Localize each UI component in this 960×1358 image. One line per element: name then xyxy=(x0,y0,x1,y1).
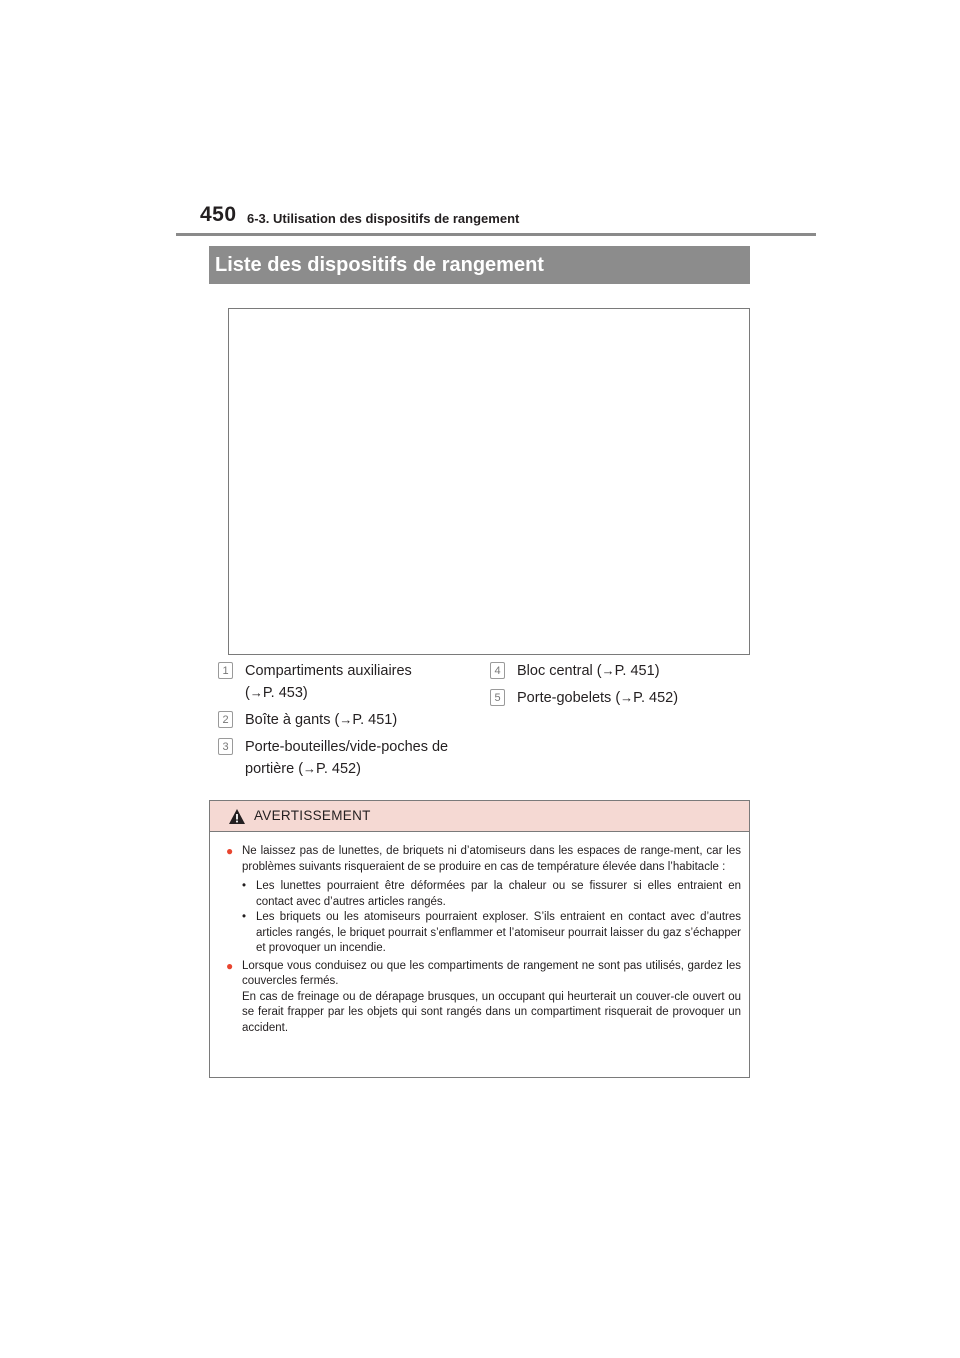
warning-triangle-icon xyxy=(228,808,246,825)
legend-item-4: 4 Bloc central (→P. 451) xyxy=(490,660,740,682)
warning-subitem xyxy=(226,910,741,957)
legend-number-badge: 1 xyxy=(218,662,233,679)
legend-label: Porte-bouteilles/vide-poches de xyxy=(245,739,449,755)
illustration-frame xyxy=(228,308,750,655)
page-title: Liste des dispositifs de rangement xyxy=(209,246,750,284)
legend-number-badge: 4 xyxy=(490,662,505,679)
page-number: 450 xyxy=(200,203,237,226)
warning-subitem xyxy=(226,879,741,910)
arrow-right-icon: → xyxy=(601,663,615,678)
page-ref-link[interactable]: P. 451 xyxy=(614,663,655,679)
legend-label: Porte-gobelets xyxy=(517,690,612,706)
arrow-right-icon: → xyxy=(303,761,317,776)
legend-label-cont: portière xyxy=(245,761,295,777)
legend-number-badge: 3 xyxy=(218,738,233,755)
warning-subitem-text: Les briquets ou les atomiseurs pourraient exploser. S’ils entraient en contact avec d’autres articles rangés, le briquet pourrait s’enflammer et l’atomiseur pourrait laisser du gaz s’échapper et provoquer un incendie. xyxy=(256,911,741,954)
warning-text-cont: En cas de freinage ou de dérapage brusques, un occupant qui heurterait un couver-cle ouvert ou se ferait frapper par les objets qui sont rangés dans un compartiment risquerait de provoquer un accident. xyxy=(242,990,741,1034)
legend-label: Boîte à gants xyxy=(245,712,331,728)
legend-label: Compartiments auxiliaires xyxy=(245,663,412,679)
warning-text: Lorsque vous conduisez ou que les compartiments de rangement ne sont pas utilisés, gardez les couvercles fermés. xyxy=(242,959,741,987)
arrow-right-icon: → xyxy=(249,685,263,700)
subitem-marker: • xyxy=(242,880,247,892)
arrow-right-icon: → xyxy=(620,690,634,705)
warning-title: AVERTISSEMENT xyxy=(254,808,371,823)
bullet-dot-icon: ● xyxy=(226,844,234,858)
legend-item-2: 2 Boîte à gants (→P. 451) xyxy=(218,709,468,731)
page-ref-link[interactable]: P. 452 xyxy=(633,690,674,706)
warning-bullet xyxy=(226,959,741,1037)
bullet-dot-icon: ● xyxy=(226,958,234,973)
header-rule xyxy=(176,233,816,236)
page-ref-link[interactable]: P. 451 xyxy=(352,712,393,728)
legend-number-badge: 5 xyxy=(490,689,505,706)
subitem-marker: • xyxy=(242,911,247,923)
legend-number-badge: 2 xyxy=(218,711,233,728)
section-header: 6-3. Utilisation des dispositifs de rangement xyxy=(247,211,520,226)
legend-item-3: 3 Porte-bouteilles/vide-poches de portière (→P. 452) xyxy=(218,736,468,780)
warning-text: Ne laissez pas de lunettes, de briquets ni d’atomiseurs dans les espaces de range-ment, car les problèmes suivants risqueraient de se produire en cas de température élevée dans l’habitacle : xyxy=(242,845,741,873)
arrow-right-icon: → xyxy=(339,712,353,727)
warning-body xyxy=(210,832,749,1036)
page-ref-link[interactable]: P. 453 xyxy=(262,685,303,701)
warning-header xyxy=(210,801,749,832)
page-ref-link[interactable]: P. 452 xyxy=(316,761,357,777)
warning-subitem-text: Les lunettes pourraient être déformées par la chaleur ou se fissurer si elles entraient en contact avec d’autres articles rangés. xyxy=(256,880,741,908)
warning-bullet xyxy=(226,844,741,875)
legend-label: Bloc central xyxy=(517,663,593,679)
legend-item-1: 1 Compartiments auxiliaires (→P. 453) xyxy=(218,660,468,704)
warning-box xyxy=(209,800,750,1078)
legend-item-5: 5 Porte-gobelets (→P. 452) xyxy=(490,687,740,709)
